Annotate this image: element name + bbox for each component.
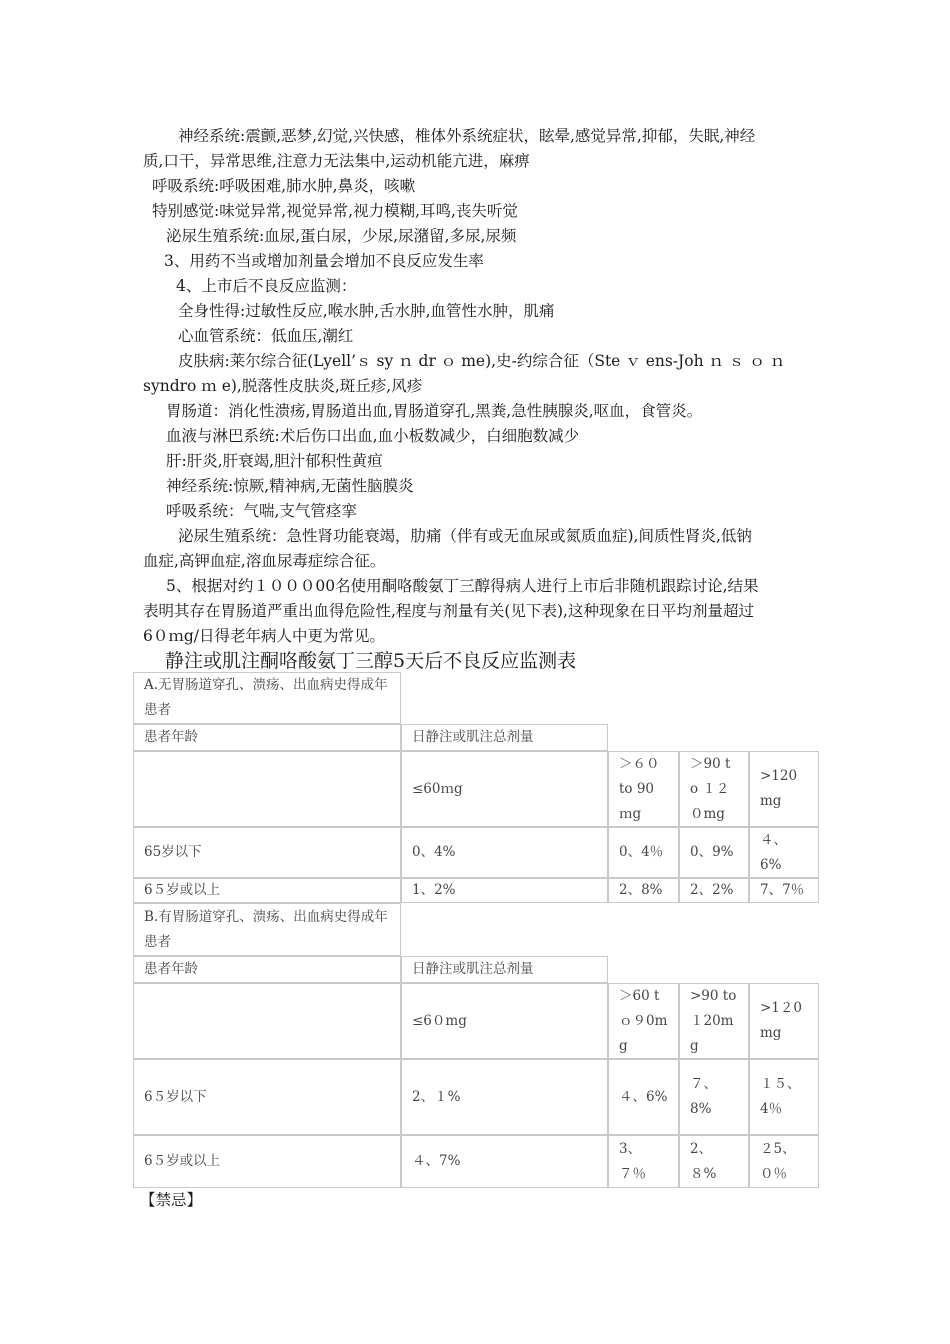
text-line-12: 胃肠道：消化性溃疡,胃肠道出血,胃肠道穿孔,黑粪,急性胰腺炎,呕血，食管炎。	[166, 402, 703, 420]
text-line-14: 肝:肝炎,肝衰竭,胆汁郁积性黄疸	[166, 452, 383, 470]
section-a-row-2-value-2: 2、8%	[608, 878, 679, 903]
text-line-1: 神经系统:震颤,恶梦,幻觉,兴快感，椎体外系统症状，眩晕,感觉异常,抑郁，失眠,神经	[178, 127, 756, 145]
section-a-dose-label-blank	[133, 751, 401, 827]
section-b-dose-label-blank	[133, 983, 401, 1059]
section-b-row-2-value-4: ２5、０％	[749, 1135, 819, 1188]
section-a-age-header: 患者年龄	[133, 724, 401, 751]
section-a-row-1-value-1: 0、4%	[401, 827, 608, 878]
text-line-20: 表明其存在胃肠道严重出血得危险性,程度与剂量有关(见下表),这种现象在日平均剂量超过	[143, 602, 754, 620]
text-line-19: 5、根据对约１０００00名使用酮咯酸氨丁三醇得病人进行上市后非随机跟踪讨论,结果	[166, 577, 759, 595]
text-line-9: 心血管系统：低血压,潮红	[178, 327, 354, 345]
section-a-row-1-value-4: ４、6%	[749, 827, 819, 878]
section-b-row-1-value-1: 2、１%	[401, 1059, 608, 1135]
section-b-row-2-value-3: 2、８%	[679, 1135, 749, 1188]
text-line-5: 泌尿生殖系统:血尿,蛋白尿，少尿,尿潴留,多尿,尿频	[166, 227, 517, 245]
contraindications-heading: 【禁忌】	[140, 1191, 203, 1209]
section-b-row-1-age: 6５岁以下	[133, 1059, 401, 1135]
text-line-15: 神经系统:惊厥,精神病,无菌性脑膜炎	[166, 477, 414, 495]
section-a-dose-4: >120mg	[749, 751, 819, 827]
section-b-row-2-value-2: 3、７％	[608, 1135, 679, 1188]
section-a-row-1-value-3: 0、9%	[679, 827, 749, 878]
text-line-8: 全身性得:过敏性反应,喉水肿,舌水肿,血管性水肿，肌痛	[178, 302, 555, 320]
section-a-title: A.无胃肠道穿孔、溃疡、出血病史得成年患者	[133, 672, 401, 724]
section-a-dose-2: ＞６０ to 90 ｍg	[608, 751, 679, 827]
section-b-row-1-value-2: ４、6%	[608, 1059, 679, 1135]
text-line-2: 质,口干，异常思维,注意力无法集中,运动机能亢进，麻痹	[143, 152, 530, 170]
text-line-11: syndro ｍ e),脱落性皮肤炎,斑丘疹,风疹	[143, 377, 423, 395]
section-a-row-2-value-1: 1、2%	[401, 878, 608, 903]
section-a-row-2-value-4: 7、7％	[749, 878, 819, 903]
section-b-dose-1: ≤6０mg	[401, 983, 608, 1059]
section-a-row-2-age: 6５岁或以上	[133, 878, 401, 903]
text-line-6: 3、用药不当或增加剂量会增加不良反应发生率	[164, 252, 484, 270]
section-a-dose-3: ＞90 to １２０mg	[679, 751, 749, 827]
table-title: 静注或肌注酮咯酸氨丁三醇5天后不良反应监测表	[165, 650, 577, 672]
section-b-row-2-value-1: ４、7%	[401, 1135, 608, 1188]
text-line-18: 血症,高钾血症,溶血尿毒症综合征。	[143, 552, 386, 570]
text-line-4: 特别感觉:味觉异常,视觉异常,视力模糊,耳鸣,丧失听觉	[152, 202, 518, 220]
section-b-row-1-value-4: １５、4％	[749, 1059, 819, 1135]
section-b-row-1-value-3: ７、8%	[679, 1059, 749, 1135]
section-a-row-1-age: 65岁以下	[133, 827, 401, 878]
section-b-dose-header: 日静注或肌注总剂量	[401, 956, 608, 983]
section-b-dose-4: >1２0mg	[749, 983, 819, 1059]
section-b-age-header: 患者年龄	[133, 956, 401, 983]
text-line-10: 皮肤病:莱尔综合征(Lyell’ｓ sy ｎ dr ｏ me),史-约综合征（Ste ｖ ens-Joh ｎ ｓ ｏ ｎ	[178, 352, 786, 370]
text-line-16: 呼吸系统：气喘,支气管痉挛	[166, 502, 357, 520]
section-a-dose-1: ≤60ｍg	[401, 751, 608, 827]
adverse-reaction-table	[133, 672, 819, 1188]
section-a-dose-header: 日静注或肌注总剂量	[401, 724, 608, 751]
text-line-21: 6０ｍg/日得老年病人中更为常见。	[143, 627, 386, 645]
text-line-13: 血液与淋巴系统:术后伤口出血,血小板数减少，白细胞数减少	[166, 427, 580, 445]
text-line-3: 呼吸系统:呼吸困难,肺水肿,鼻炎，咳嗽	[152, 177, 416, 195]
section-b-row-2-age: 6５岁或以上	[133, 1135, 401, 1188]
text-line-7: 4、上市后不良反应监测：	[176, 277, 357, 295]
section-b-title: B.有胃肠道穿孔、溃疡、出血病史得成年患者	[133, 903, 401, 956]
section-b-dose-2: ＞60 tｏ９0mg	[608, 983, 679, 1059]
text-line-17: 泌尿生殖系统：急性肾功能衰竭，肋痛（伴有或无血尿或氮质血症),间质性肾炎,低钠	[178, 527, 752, 545]
section-a-row-2-value-3: 2、2%	[679, 878, 749, 903]
section-a-row-1-value-2: 0、4％	[608, 827, 679, 878]
section-b-dose-3: >90 to １20mg	[679, 983, 749, 1059]
